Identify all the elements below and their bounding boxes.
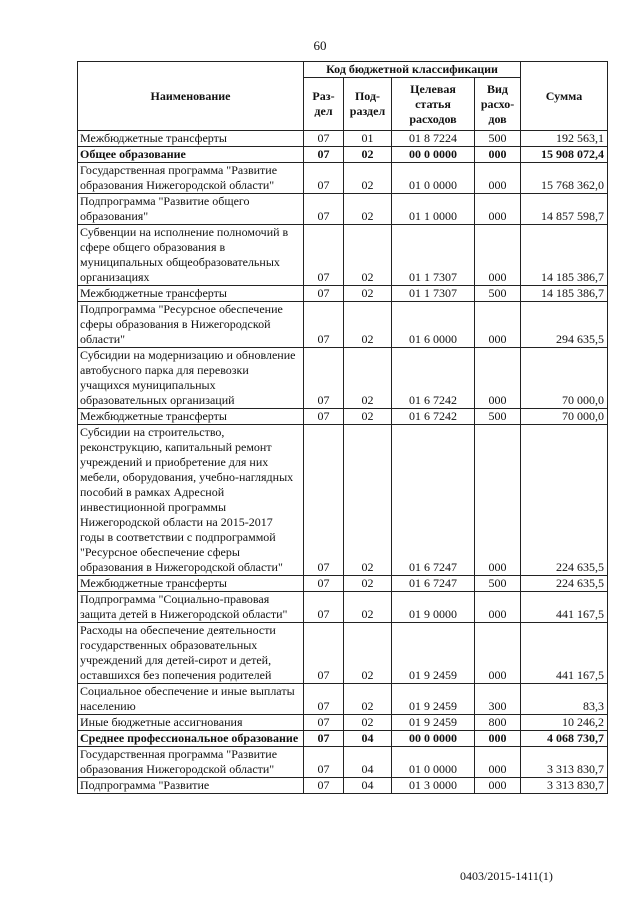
row-target: 01 6 7247 [392, 425, 475, 576]
table-row [78, 286, 608, 302]
row-amount: 14 185 386,7 [521, 286, 608, 302]
table-row [78, 623, 608, 684]
table-row [78, 348, 608, 409]
table-row [78, 302, 608, 348]
row-section: 07 [304, 286, 344, 302]
row-subsection: 02 [344, 409, 392, 425]
row-amount: 83,3 [521, 684, 608, 715]
row-amount: 224 635,5 [521, 576, 608, 592]
row-subsection: 02 [344, 302, 392, 348]
table-row [78, 715, 608, 731]
row-target: 01 0 0000 [392, 163, 475, 194]
row-name: Государственная программа "Развитие образования Нижегородской области" [78, 163, 304, 194]
row-amount: 3 313 830,7 [521, 778, 608, 794]
row-section: 07 [304, 778, 344, 794]
row-target: 01 1 7307 [392, 286, 475, 302]
row-amount: 14 857 598,7 [521, 194, 608, 225]
table-row [78, 425, 608, 576]
row-section: 07 [304, 731, 344, 747]
row-expense-type: 000 [475, 194, 521, 225]
row-name: Общее образование [78, 147, 304, 163]
row-name: Подпрограмма "Ресурсное обеспечение сферы образования в Нижегородской области" [78, 302, 304, 348]
row-expense-type: 000 [475, 425, 521, 576]
header-amount: Сумма [521, 62, 608, 131]
header-expense-type: Вид расхо- дов [475, 78, 521, 131]
row-target: 01 9 0000 [392, 592, 475, 623]
table-row [78, 409, 608, 425]
table-row [78, 778, 608, 794]
row-amount: 192 563,1 [521, 131, 608, 147]
table-header-row [78, 62, 608, 78]
row-subsection: 02 [344, 425, 392, 576]
header-target: Целевая статья расходов [392, 78, 475, 131]
row-target: 01 8 7224 [392, 131, 475, 147]
row-name: Расходы на обеспечение деятельности государственных образовательных учреждений для детей-сирот и детей, оставшихся без попечения родителей [78, 623, 304, 684]
row-amount: 4 068 730,7 [521, 731, 608, 747]
row-expense-type: 000 [475, 731, 521, 747]
row-amount: 3 313 830,7 [521, 747, 608, 778]
table-row [78, 147, 608, 163]
row-name: Подпрограмма "Развитие [78, 778, 304, 794]
table-row [78, 576, 608, 592]
budget-table [77, 61, 608, 794]
row-expense-type: 000 [475, 592, 521, 623]
row-amount: 15 908 072,4 [521, 147, 608, 163]
row-target: 01 6 0000 [392, 302, 475, 348]
row-target: 01 3 0000 [392, 778, 475, 794]
row-amount: 70 000,0 [521, 409, 608, 425]
row-target: 01 1 0000 [392, 194, 475, 225]
row-name: Подпрограмма "Развитие общего образования" [78, 194, 304, 225]
row-subsection: 02 [344, 623, 392, 684]
table-row [78, 163, 608, 194]
page-number: 60 [313, 38, 327, 53]
row-amount: 441 167,5 [521, 592, 608, 623]
row-subsection: 04 [344, 731, 392, 747]
row-name: Межбюджетные трансферты [78, 576, 304, 592]
row-section: 07 [304, 147, 344, 163]
row-name: Иные бюджетные ассигнования [78, 715, 304, 731]
row-section: 07 [304, 302, 344, 348]
row-name: Межбюджетные трансферты [78, 131, 304, 147]
row-subsection: 02 [344, 147, 392, 163]
row-subsection: 02 [344, 576, 392, 592]
row-expense-type: 000 [475, 778, 521, 794]
row-amount: 441 167,5 [521, 623, 608, 684]
row-section: 07 [304, 409, 344, 425]
row-section: 07 [304, 348, 344, 409]
row-target: 01 9 2459 [392, 715, 475, 731]
row-subsection: 02 [344, 684, 392, 715]
header-subsection: Под- раздел [344, 78, 392, 131]
table-body [78, 131, 608, 794]
header-name: Наименование [78, 62, 304, 131]
row-section: 07 [304, 684, 344, 715]
row-target: 01 6 7247 [392, 576, 475, 592]
row-section: 07 [304, 576, 344, 592]
row-expense-type: 000 [475, 163, 521, 194]
header-section: Раз- дел [304, 78, 344, 131]
row-target: 01 9 2459 [392, 684, 475, 715]
row-section: 07 [304, 592, 344, 623]
document-code: 0403/2015-1411(1) [460, 869, 553, 883]
row-expense-type: 000 [475, 348, 521, 409]
row-subsection: 02 [344, 715, 392, 731]
row-amount: 224 635,5 [521, 425, 608, 576]
row-expense-type: 500 [475, 409, 521, 425]
row-subsection: 02 [344, 592, 392, 623]
row-name: Субсидии на модернизацию и обновление автобусного парка для перевозки учащихся муниципальных образовательных организаций [78, 348, 304, 409]
row-target: 00 0 0000 [392, 731, 475, 747]
row-section: 07 [304, 194, 344, 225]
row-target: 01 6 7242 [392, 409, 475, 425]
table-row [78, 684, 608, 715]
row-subsection: 02 [344, 225, 392, 286]
row-amount: 10 246,2 [521, 715, 608, 731]
row-name: Межбюджетные трансферты [78, 286, 304, 302]
row-subsection: 02 [344, 348, 392, 409]
row-target: 01 6 7242 [392, 348, 475, 409]
row-section: 07 [304, 747, 344, 778]
row-target: 01 0 0000 [392, 747, 475, 778]
row-name: Подпрограмма "Социально-правовая защита детей в Нижегородской области" [78, 592, 304, 623]
row-section: 07 [304, 425, 344, 576]
row-expense-type: 500 [475, 131, 521, 147]
row-subsection: 02 [344, 194, 392, 225]
row-subsection: 04 [344, 747, 392, 778]
row-name: Государственная программа "Развитие образования Нижегородской области" [78, 747, 304, 778]
row-amount: 15 768 362,0 [521, 163, 608, 194]
row-amount: 14 185 386,7 [521, 225, 608, 286]
row-name: Субсидии на строительство, реконструкцию, капитальный ремонт учреждений и приобретение для них мебели, оборудования, учебно-наглядных пособий в рамках Адресной инвестиционной программы Нижегородской области на 2015-2017 годы в соответствии с подпрограммой "Ресурсное обеспечение сферы образования в Нижегородской области" [78, 425, 304, 576]
row-subsection: 02 [344, 163, 392, 194]
row-expense-type: 300 [475, 684, 521, 715]
row-section: 07 [304, 623, 344, 684]
table-row [78, 592, 608, 623]
row-section: 07 [304, 131, 344, 147]
table-row [78, 194, 608, 225]
table-row [78, 731, 608, 747]
row-target: 00 0 0000 [392, 147, 475, 163]
row-expense-type: 500 [475, 576, 521, 592]
row-name: Межбюджетные трансферты [78, 409, 304, 425]
row-expense-type: 000 [475, 623, 521, 684]
row-expense-type: 800 [475, 715, 521, 731]
row-subsection: 04 [344, 778, 392, 794]
row-target: 01 1 7307 [392, 225, 475, 286]
row-subsection: 01 [344, 131, 392, 147]
row-name: Субвенции на исполнение полномочий в сфере общего образования в муниципальных общеобразовательных организациях [78, 225, 304, 286]
row-expense-type: 000 [475, 302, 521, 348]
row-amount: 294 635,5 [521, 302, 608, 348]
table-row [78, 747, 608, 778]
row-expense-type: 000 [475, 147, 521, 163]
row-section: 07 [304, 715, 344, 731]
row-amount: 70 000,0 [521, 348, 608, 409]
row-subsection: 02 [344, 286, 392, 302]
row-section: 07 [304, 225, 344, 286]
row-expense-type: 000 [475, 225, 521, 286]
table-row [78, 225, 608, 286]
header-code-group: Код бюджетной классификации [304, 62, 521, 78]
table-row [78, 131, 608, 147]
row-expense-type: 500 [475, 286, 521, 302]
row-expense-type: 000 [475, 747, 521, 778]
row-name: Среднее профессиональное образование [78, 731, 304, 747]
row-name: Социальное обеспечение и иные выплаты населению [78, 684, 304, 715]
row-target: 01 9 2459 [392, 623, 475, 684]
row-section: 07 [304, 163, 344, 194]
